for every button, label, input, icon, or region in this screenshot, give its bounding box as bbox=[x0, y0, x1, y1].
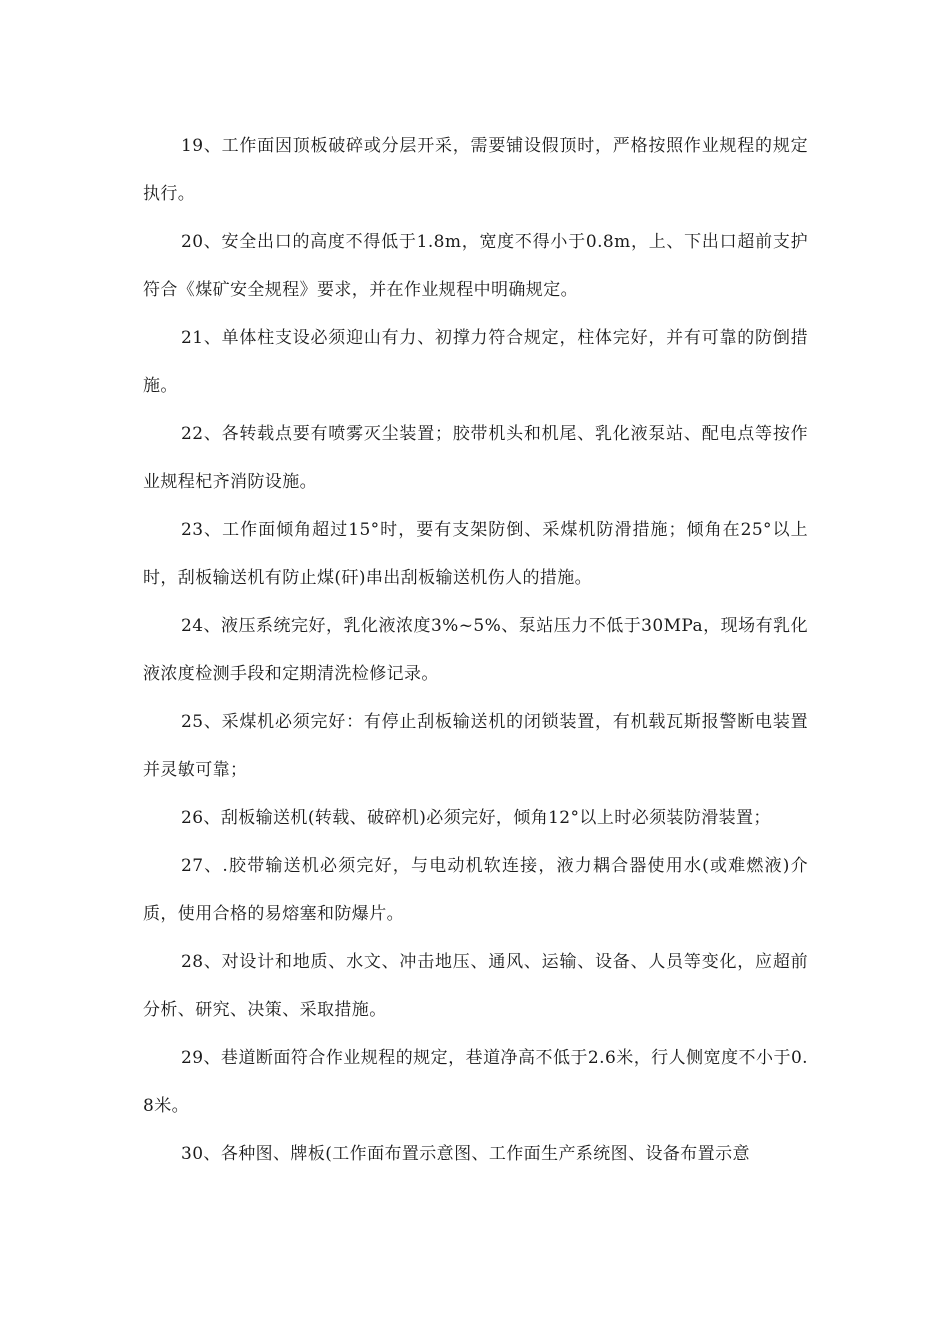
paragraph-30: 30、各种图、牌板(工作面布置示意图、工作面生产系统图、设备布置示意 bbox=[181, 1144, 750, 1164]
paragraph-28: 28、对设计和地质、水文、冲击地压、通风、运输、设备、人员等变化，应超前分析、研究、决策、采取措施。 bbox=[143, 952, 808, 1020]
paragraph-26: 26、刮板输送机(转载、破碎机)必须完好，倾角12°以上时必须装防滑装置； bbox=[181, 808, 771, 828]
paragraph-22: 22、各转载点要有喷雾灭尘装置；胶带机头和机尾、乳化液泵站、配电点等按作业规程杞齐消防设施。 bbox=[143, 424, 808, 492]
paragraph-29: 29、巷道断面符合作业规程的规定，巷道净高不低于2.6米，行人侧宽度不小于0.8米。 bbox=[143, 1048, 808, 1116]
paragraph-19: 19、工作面因顶板破碎或分层开采，需要铺设假顶时，严格按照作业规程的规定执行。 bbox=[143, 136, 808, 204]
paragraph-20: 20、安全出口的高度不得低于1.8m，宽度不得小于0.8m，上、下出口超前支护符合《煤矿安全规程》要求，并在作业规程中明确规定。 bbox=[143, 232, 808, 300]
paragraph-25: 25、采煤机必须完好：有停止刮板输送机的闭锁装置，有机载瓦斯报警断电装置并灵敏可靠； bbox=[143, 712, 808, 780]
paragraph-27: 27、.胶带输送机必须完好，与电动机软连接，液力耦合器使用水(或难燃液)介质，使用合格的易熔塞和防爆片。 bbox=[143, 856, 808, 924]
paragraph-21: 21、单体柱支设必须迎山有力、初撑力符合规定，柱体完好，并有可靠的防倒措施。 bbox=[143, 328, 808, 396]
paragraph-23: 23、工作面倾角超过15°时，要有支架防倒、采煤机防滑措施；倾角在25°以上时，刮板输送机有防止煤(矸)串出刮板输送机伤人的措施。 bbox=[143, 520, 808, 588]
document-body bbox=[143, 122, 808, 1178]
paragraph-24: 24、液压系统完好，乳化液浓度3%~5%、泵站压力不低于30MPa，现场有乳化液浓度检测手段和定期清洗检修记录。 bbox=[143, 616, 808, 684]
